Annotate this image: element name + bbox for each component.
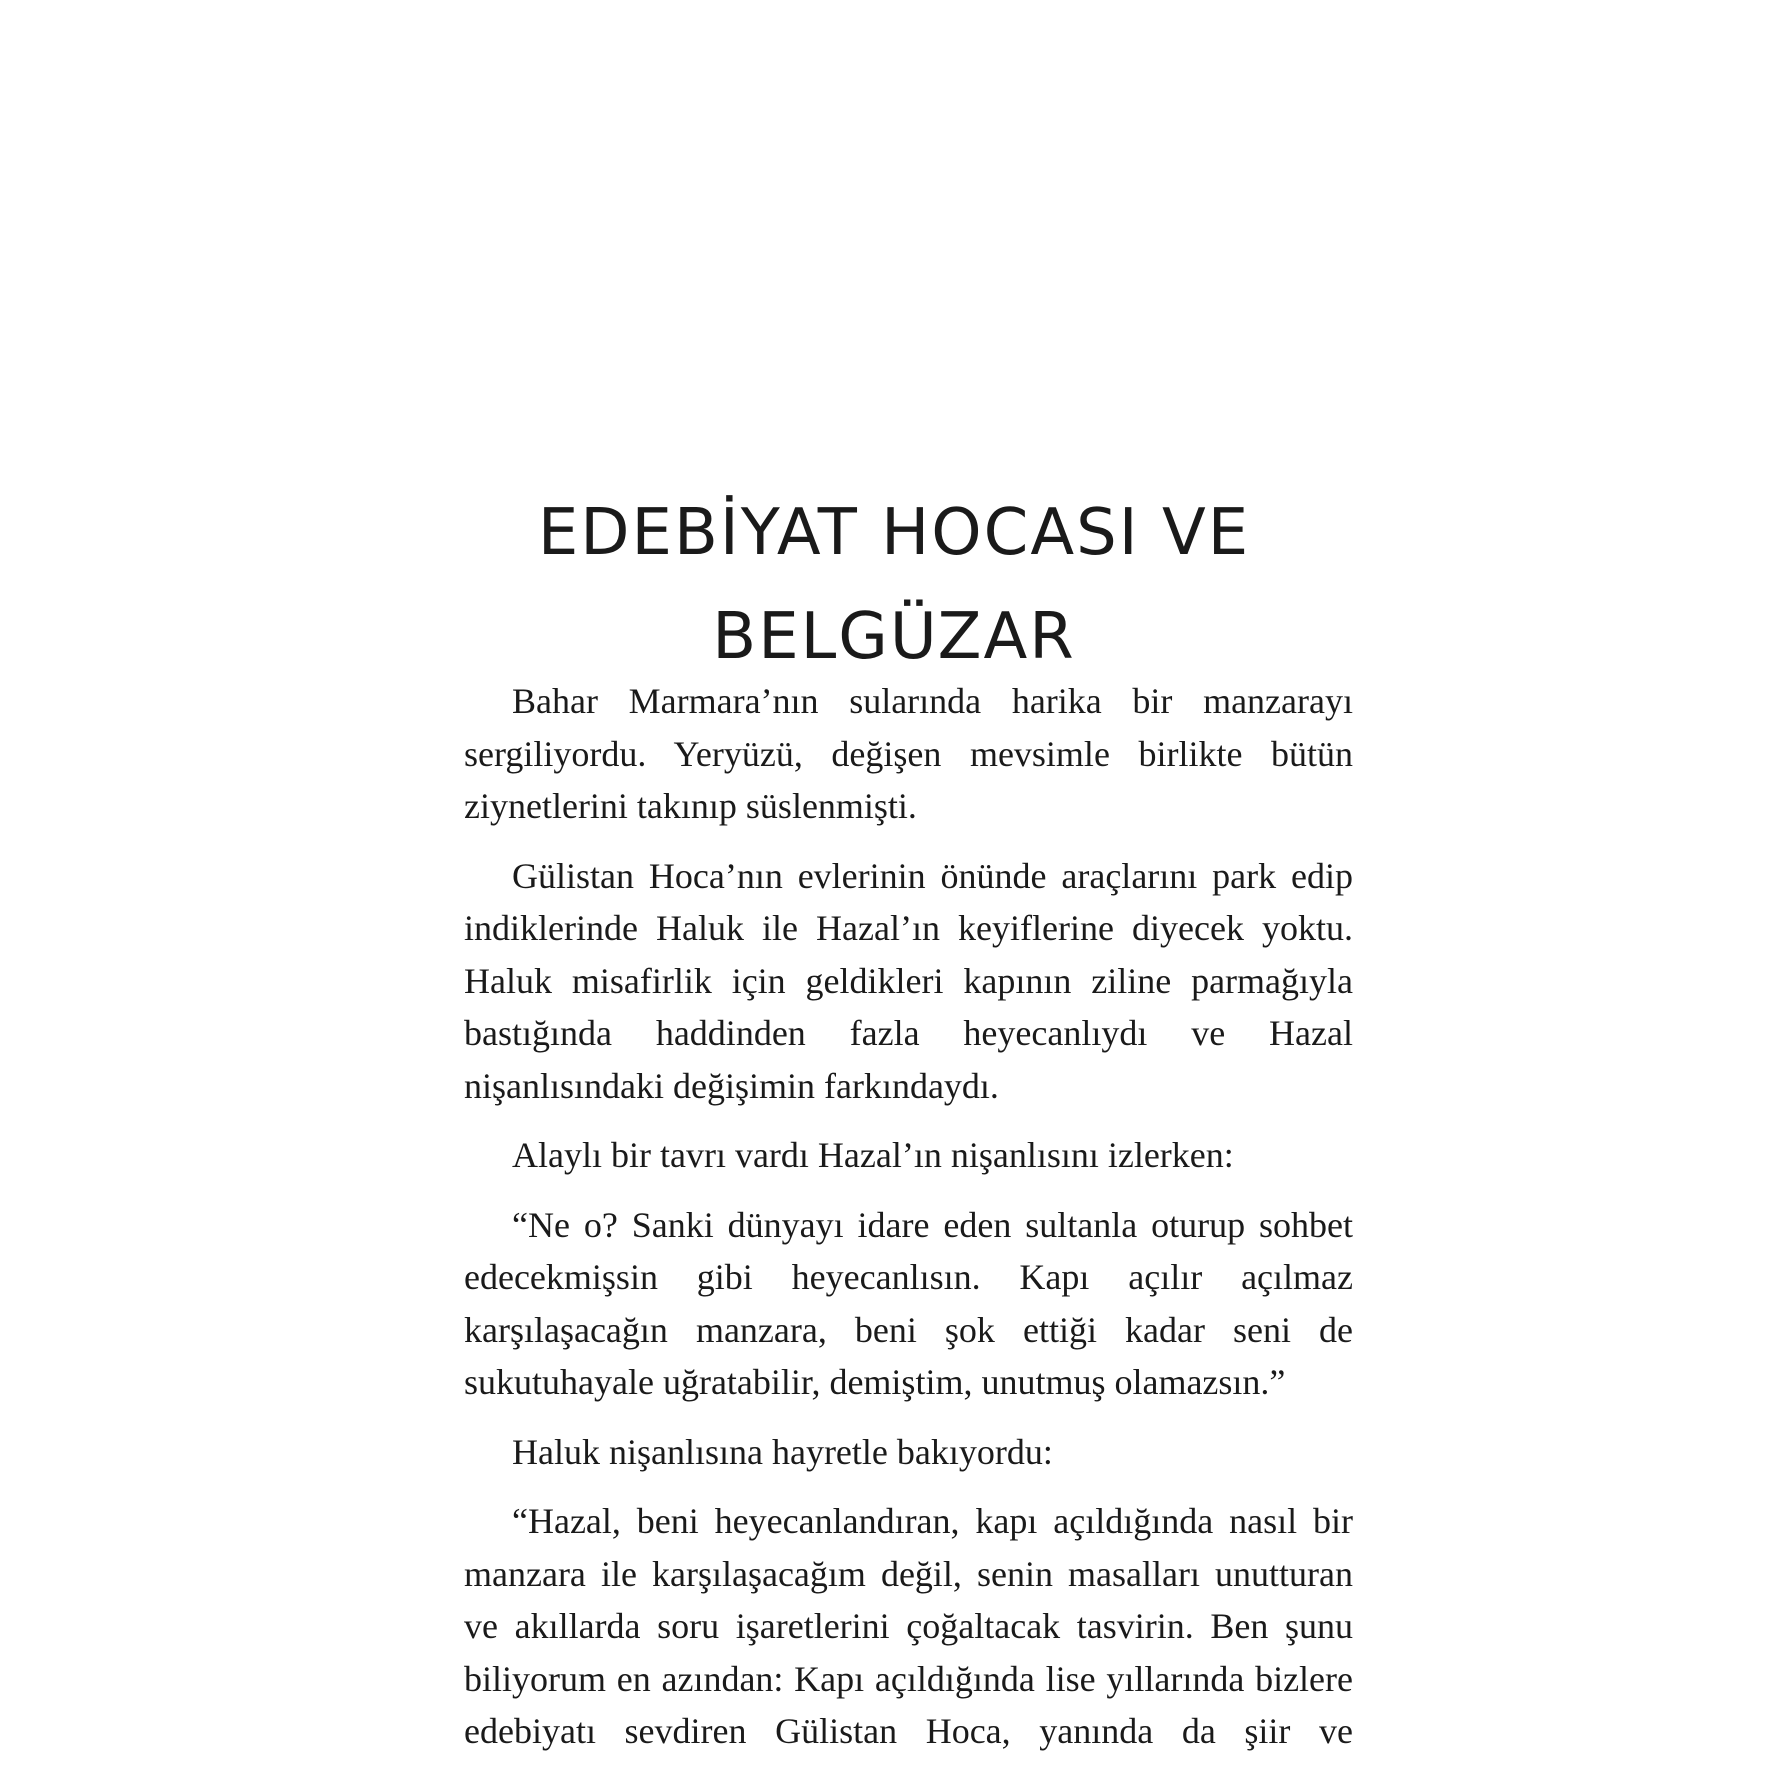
- chapter-title: [0, 481, 1788, 689]
- paragraph: “Ne o? Sanki dünyayı idare eden sultanla oturup sohbet edecekmişsin gibi heyecanlısın. Kapı açılır açılmaz karşılaşacağın manzara, beni şok ettiği kadar seni de sukutuhayale uğratabilir, demiştim, unutmuş olamazsın.”: [464, 1204, 1353, 1402]
- chapter-title-line-2: BELGÜZAR: [712, 599, 1076, 674]
- paragraph: Haluk nişanlısına hayretle bakıyordu:: [512, 1431, 1053, 1472]
- paragraph: Alaylı bir tavrı vardı Hazal’ın nişanlısını izlerken:: [512, 1135, 1234, 1175]
- paragraph: “Hazal, beni heyecanlandıran, kapı açıldığında nasıl bir manzara ile karşılaşacağım değil, senin masalları unutturan ve akıllarda soru işaretlerini çoğaltacak tasvirin. Ben şunu biliyorum en azından: Kapı açıldığında lise yıllarında bizlere edebiyatı sevdiren Gülistan Hoca, yanında da şiir ve: [464, 1501, 1353, 1751]
- paragraph: Gülistan Hoca’nın evlerinin önünde araçlarını park edip indiklerinde Haluk ile Hazal’ın keyiflerine diyecek yoktu. Haluk misafirlik için geldikleri kapının ziline parmağıyla bastığında haddinden fazla heyecanlıydı ve Hazal nişanlısındaki değişimin farkındaydı.: [464, 855, 1353, 1106]
- chapter-body: [464, 675, 1353, 1775]
- paragraph: Bahar Marmara’nın sularında harika bir manzarayı sergiliyordu. Yeryüzü, değişen mevsimle birlikte bütün ziynetlerini takınıp süslenmişti.: [464, 681, 1353, 826]
- chapter-title-line-1: EDEBİYAT HOCASI VE: [537, 495, 1251, 570]
